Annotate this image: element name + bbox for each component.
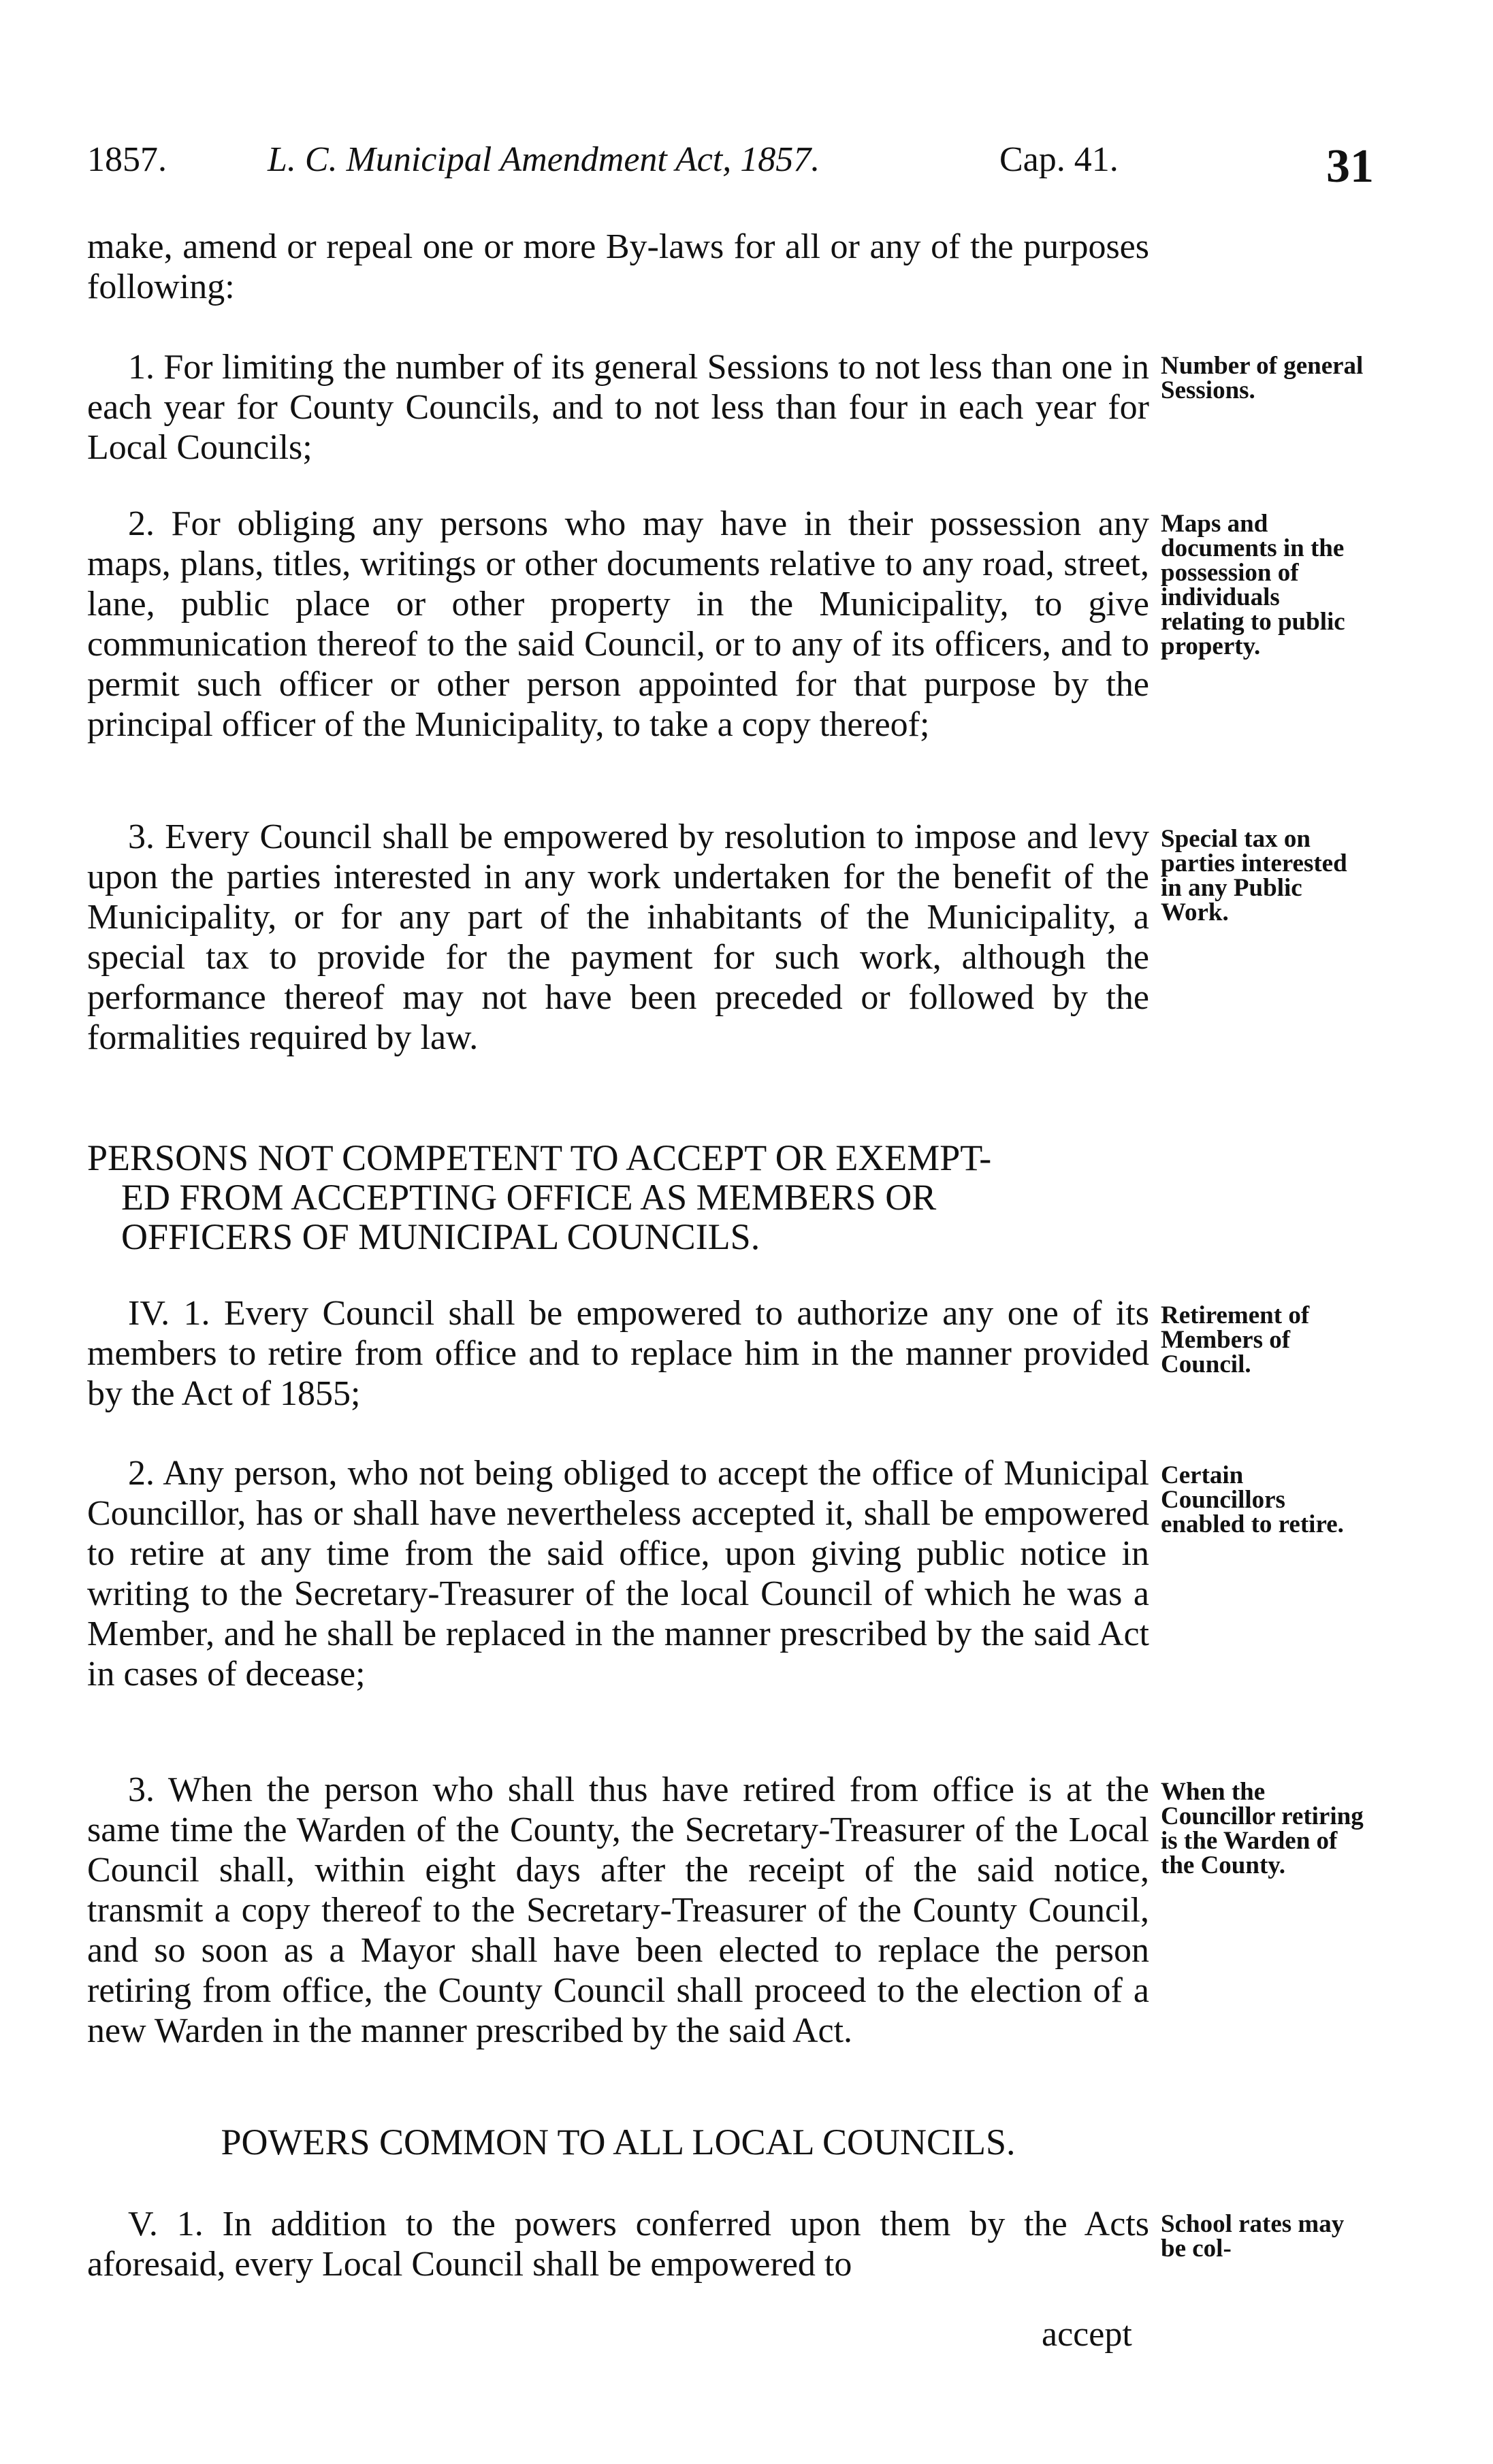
section-heading-2: POWERS COMMON TO ALL LOCAL COUNCILS.	[221, 2122, 1016, 2162]
margin-note-3: Special tax on parties interested in any Public Work.	[1161, 825, 1347, 926]
paragraph-3: 3. Every Council shall be empowered by resolution to impose and levy upon the parties interested in any work undertaken for the benefit of the Municipality, or for any part of the inhabitants of the Municipality, a special tax to provide for the payment for such work, although the performance thereof may not have been preceded or followed by the formalities required by law.	[87, 817, 1149, 1057]
paragraph-1: 1. For limiting the number of its general Sessions to not less than one in each year for County Councils, and to not less than four in each year for Local Councils;	[87, 348, 1149, 467]
page-number: 31	[1326, 140, 1374, 193]
margin-note-2: Maps and documents in the possession of individuals relating to public property.	[1161, 510, 1345, 660]
section-heading-1: PERSONS NOT COMPETENT TO ACCEPT OR EXEMPT- ED FROM ACCEPTING OFFICE AS MEMBERS OR OFFICERS OF MUNICIPAL COUNCILS.	[87, 1137, 992, 1257]
intro-paragraph: make, amend or repeal one or more By-laws for all or any of the purposes following:	[87, 227, 1149, 306]
paragraph-4: IV. 1. Every Council shall be empowered to authorize any one of its members to retire from office and to replace him in the manner provided by the Act of 1855;	[87, 1294, 1149, 1413]
header-chapter: Cap. 41.	[999, 140, 1119, 179]
paragraph-6: 3. When the person who shall thus have retired from office is at the same time the Warden of the County, the Secretary-Treasurer of the Local Council shall, within eight days after the receipt of the said notice, transmit a copy thereof to the Secretary-Treasurer of the County Council, and so soon as a Mayor shall have been elected to replace the person retiring from office, the County Council shall proceed to the election of a new Warden in the manner prescribed by the said Act.	[87, 1770, 1149, 2050]
running-header	[87, 140, 1381, 201]
paragraph-2: 2. For obliging any persons who may have in their possession any maps, plans, titles, writings or other documents relative to any road, street, lane, public place or other property in the Municipality, to give communication thereof to the said Council, or to any of its officers, and to permit such officer or other person appointed for that purpose by the principal officer of the Municipality, to take a copy thereof;	[87, 504, 1149, 744]
margin-note-7: School rates may be col-	[1161, 2210, 1345, 2263]
catchword: accept	[1042, 2315, 1132, 2354]
margin-note-1: Number of general Sessions.	[1161, 352, 1364, 404]
paragraph-5: 2. Any person, who not being obliged to accept the office of Municipal Councillor, has or shall have nevertheless accepted it, shall be empowered to retire at any time from the said office, upon giving public notice in writing to the Secretary-Treasurer of the local Council of which he was a Member, and he shall be replaced in the manner prescribed by the said Act in cases of decease;	[87, 1454, 1149, 1693]
margin-note-6: When the Councillor retiring is the Warden of the County.	[1161, 1778, 1364, 1879]
margin-note-4: Retirement of Members of Council.	[1161, 1301, 1310, 1378]
paragraph-7: V. 1. In addition to the powers conferred upon them by the Acts aforesaid, every Local Council shall be empowered to	[87, 2205, 1149, 2284]
margin-note-5: Certain Councillors enabled to retire.	[1161, 1461, 1344, 1538]
header-year: 1857.	[87, 140, 167, 179]
header-title: L. C. Municipal Amendment Act, 1857.	[268, 140, 820, 179]
